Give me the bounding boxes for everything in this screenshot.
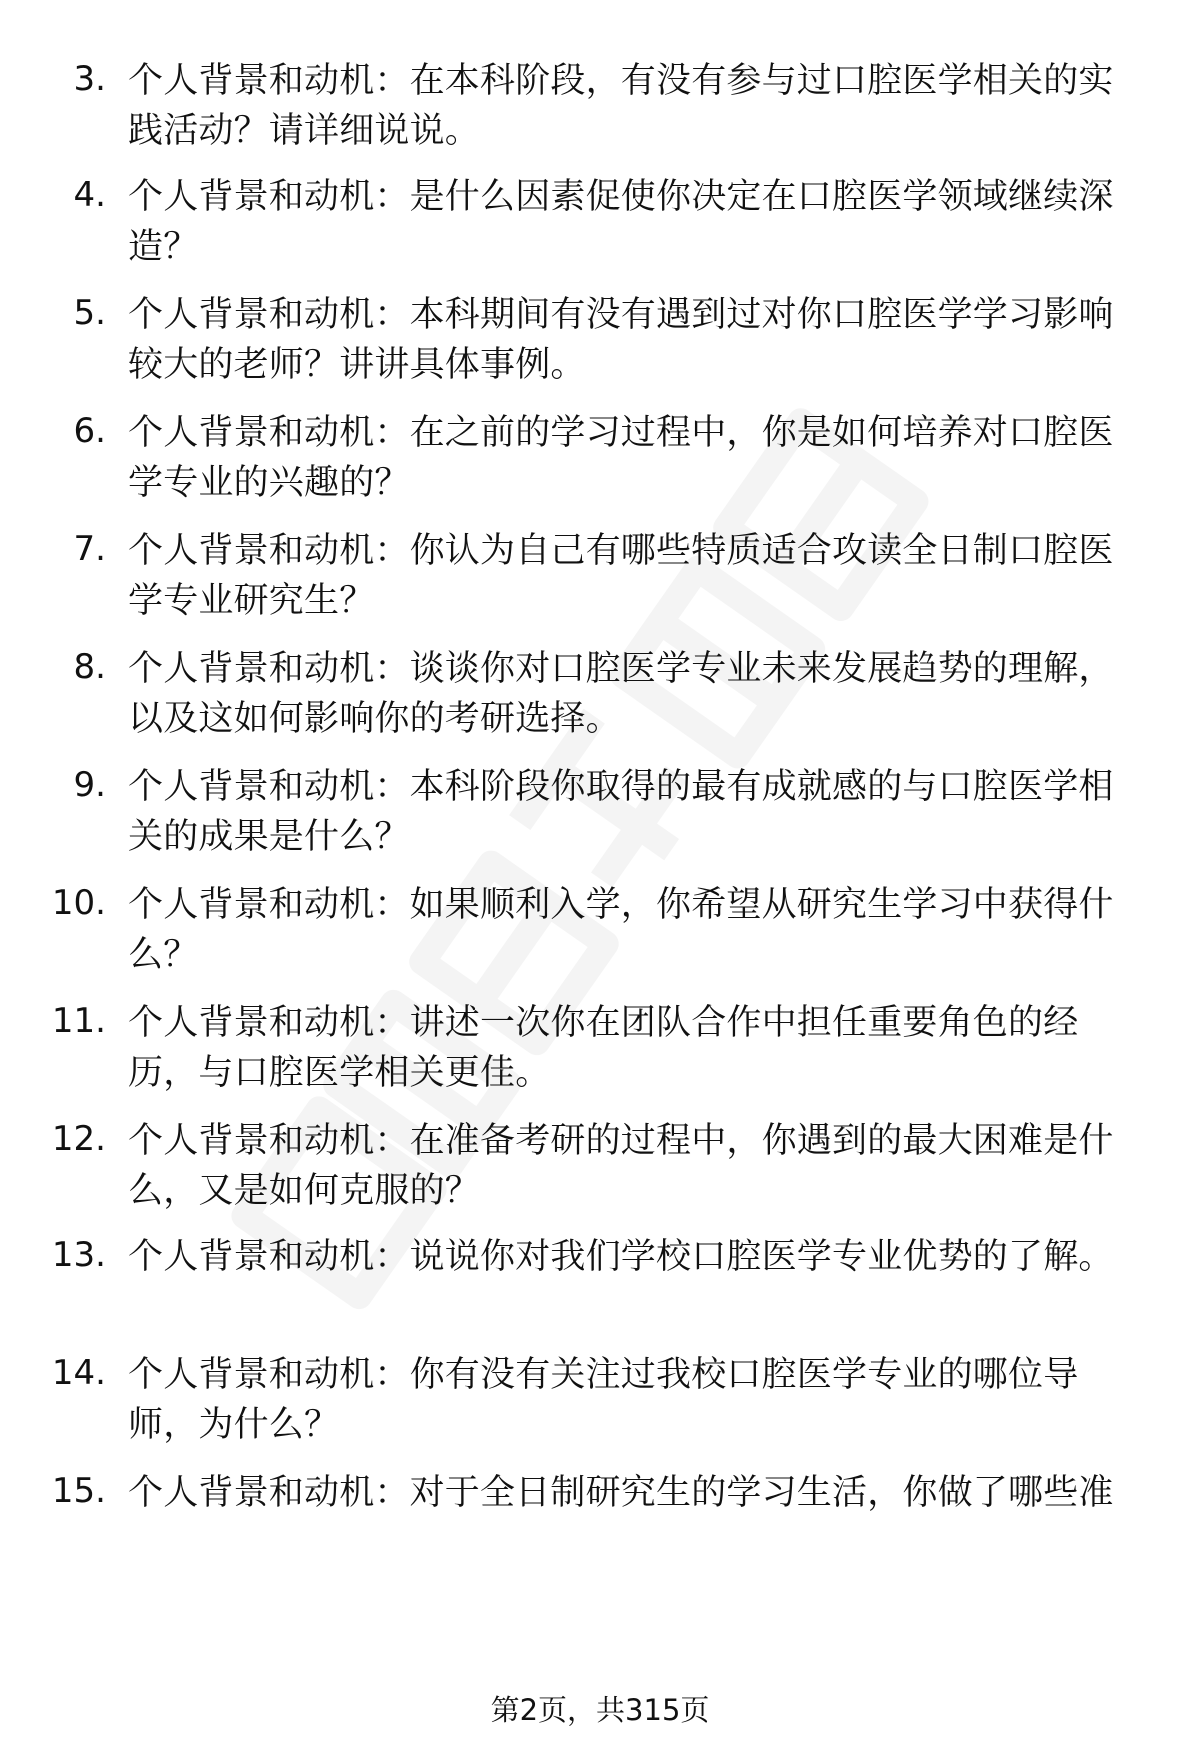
question-number: 13. <box>51 1235 106 1275</box>
question-number: 9. <box>73 765 106 805</box>
question-number: 10. <box>51 883 106 923</box>
question-number: 5. <box>73 293 106 333</box>
question-text: 个人背景和动机：本科期间有没有遇到过对你口腔医学学习影响较大的老师？讲讲具体事例。 <box>128 295 1114 385</box>
question-text: 个人背景和动机：谈谈你对口腔医学专业未来发展趋势的理解，以及这如何影响你的考研选择。 <box>128 649 1114 739</box>
question-text: 个人背景和动机：在准备考研的过程中，你遇到的最大困难是什么，又是如何克服的？ <box>128 1121 1114 1211</box>
question-text: 个人背景和动机：讲述一次你在团队合作中担任重要角色的经历，与口腔医学相关更佳。 <box>128 1003 1079 1093</box>
question-number: 6. <box>73 411 106 451</box>
question-number: 11. <box>51 1001 106 1041</box>
question-text: 个人背景和动机：是什么因素促使你决定在口腔医学领域继续深造？ <box>128 177 1114 267</box>
question-number: 14. <box>51 1353 106 1393</box>
question-text: 个人背景和动机：你有没有关注过我校口腔医学专业的哪位导师，为什么？ <box>128 1355 1079 1445</box>
question-text: 个人背景和动机：在之前的学习过程中，你是如何培养对口腔医学专业的兴趣的？ <box>128 413 1114 503</box>
question-number: 4. <box>73 175 106 215</box>
question-number: 8. <box>73 647 106 687</box>
question-text: 个人背景和动机：在本科阶段，有没有参与过口腔医学相关的实践活动？请详细说说。 <box>128 61 1114 151</box>
question-text: 个人背景和动机：对于全日制研究生的学习生活，你做了哪些准 <box>128 1473 1114 1513</box>
question-text: 个人背景和动机：说说你对我们学校口腔医学专业优势的了解。 <box>128 1237 1114 1277</box>
question-number: 3. <box>73 59 106 99</box>
page-number-footer: 第2页，共315页 <box>490 1693 710 1727</box>
question-number: 15. <box>51 1471 106 1511</box>
question-number: 7. <box>73 529 106 569</box>
question-text: 个人背景和动机：如果顺利入学，你希望从研究生学习中获得什么？ <box>128 885 1114 975</box>
question-text: 个人背景和动机：你认为自己有哪些特质适合攻读全日制口腔医学专业研究生？ <box>128 531 1114 621</box>
question-text: 个人背景和动机：本科阶段你取得的最有成就感的与口腔医学相关的成果是什么？ <box>128 767 1114 857</box>
question-number: 12. <box>51 1119 106 1159</box>
